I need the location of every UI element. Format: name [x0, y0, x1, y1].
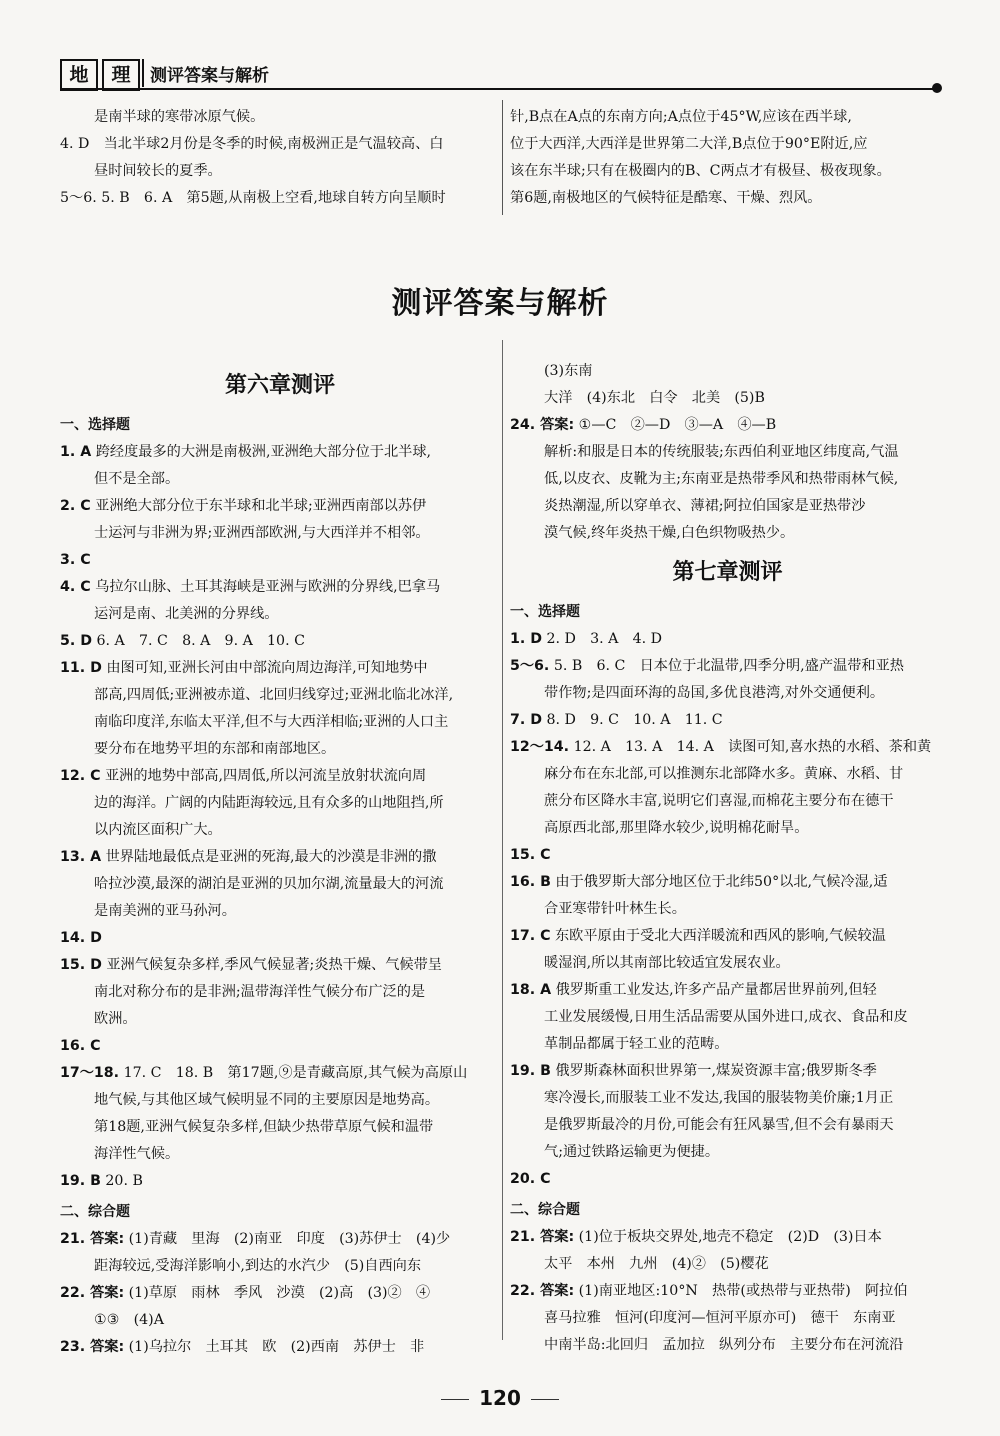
answer-item [510, 842, 945, 869]
answer-continuation: 气;通过铁路运输更为便捷。 [544, 1144, 720, 1160]
answer-number: 21. 答案: [510, 1229, 575, 1245]
answer-item [510, 1278, 945, 1305]
answer-continuation: 南北对称分布的是非洲;温带海洋性气候分布广泛的是 [94, 984, 426, 1000]
answer-item [60, 628, 500, 655]
answer-item [510, 626, 945, 653]
answer-continuation: 寒冷漫长,而服装工业不发达,我国的服装物美价廉;1月正 [544, 1090, 894, 1106]
answer-number: 24. 答案: [510, 417, 575, 433]
section-heading: 一、选择题 [510, 604, 580, 620]
answer-number: 3. C [60, 552, 91, 568]
answer-text: 乌拉尔山脉、土耳其海峡是亚洲与欧洲的分界线,巴拿马 [90, 579, 441, 595]
answer-continuation: 大洋 (4)东北 白令 北美 (5)B [544, 390, 765, 406]
chapter6-answers [60, 439, 500, 1195]
answer-continuation: 边的海洋。广阔的内陆距海较远,且有众多的山地阻挡,所 [94, 795, 444, 811]
answer-continuation: 蔗分布区降水丰富,说明它们喜湿,而棉花主要分布在德干 [544, 793, 894, 809]
answer-item [510, 923, 945, 950]
answer-text: (1)位于板块交界处,地壳不稳定 (2)D (3)日本 [574, 1229, 882, 1245]
subject-char-2: 理 [102, 59, 140, 91]
answer-text: 东欧平原由于受北大西洋暖流和西风的影响,气候较温 [550, 928, 886, 944]
text-line: 该在东半球;只有在极圈内的B、C两点才有极昼、极夜现象。 [510, 163, 891, 179]
answer-number: 2. C [60, 498, 91, 514]
main-title: 测评答案与解析 [391, 286, 609, 321]
answer-number: 15. C [510, 847, 551, 863]
answer-number: 14. D [60, 930, 102, 946]
answer-item [510, 1166, 945, 1193]
column-divider-top [502, 100, 503, 215]
answer-continuation: 低,以皮衣、皮靴为主;东南亚是热带季风和热带雨林气候, [544, 471, 899, 487]
answer-number: 16. C [60, 1038, 101, 1054]
chapter7-title: 第七章测评 [672, 560, 783, 585]
answer-continuation: 海洋性气候。 [94, 1146, 180, 1162]
top-right-block [510, 104, 945, 212]
answer-continuation: 炎热潮湿,所以穿单衣、薄裙;阿拉伯国家是亚热带沙 [544, 498, 866, 514]
answer-item [60, 1033, 500, 1060]
answer-text: (1)乌拉尔 土耳其 欧 (2)西南 苏伊士 非 [124, 1339, 425, 1355]
answer-number: 13. A [60, 849, 102, 865]
answer-number: 16. B [510, 874, 551, 890]
answer-continuation: 麻分布在东北部,可以推测东北部降水多。黄麻、水稻、甘 [544, 766, 904, 782]
footer-dash [441, 1399, 469, 1400]
answer-continuation: 高原西北部,那里降水较少,说明棉花耐旱。 [544, 820, 809, 836]
answer-text: (1)草原 雨林 季风 沙漠 (2)高 (3)② ④ [124, 1285, 431, 1301]
answer-item [60, 574, 500, 601]
answer-text: 亚洲气候复杂多样,季风气候显著;炎热干燥、气候带呈 [101, 957, 442, 973]
answer-item [60, 1334, 500, 1361]
answer-item [510, 412, 945, 439]
answer-continuation: 但不是全部。 [94, 471, 180, 487]
text-line: 昼时间较长的夏季。 [94, 163, 222, 179]
answer-continuation: 距海较远,受海洋影响小,到达的水汽少 (5)自西向东 [94, 1258, 422, 1274]
answer-text: 跨经度最多的大洲是南极洲,亚洲绝大部分位于北半球, [91, 444, 432, 460]
top-left-block [60, 104, 500, 212]
page-footer [0, 1386, 1000, 1410]
answer-continuation: ①③ (4)A [94, 1312, 164, 1328]
answer-item [510, 1058, 945, 1085]
page-number: 120 [479, 1386, 521, 1410]
header-rule-dot [932, 83, 942, 93]
answer-text: 17. C 18. B 第17题,⑨是青藏高原,其气候为高原山 [119, 1065, 468, 1081]
header-divider [142, 59, 144, 87]
answer-continuation: 哈拉沙漠,最深的湖泊是亚洲的贝加尔湖,流量最大的河流 [94, 876, 444, 892]
chapter6-column [60, 360, 500, 1361]
answer-number: 23. 答案: [60, 1339, 125, 1355]
answer-continuation: 漠气候,终年炎热干燥,白色织物吸热少。 [544, 525, 795, 541]
header-title: 测评答案与解析 [150, 66, 269, 86]
answer-text: 8. D 9. C 10. A 11. C [541, 712, 723, 728]
answer-item [60, 1168, 500, 1195]
answer-item [60, 844, 500, 871]
answer-continuation: 革制品都属于轻工业的范畴。 [544, 1036, 729, 1052]
answer-continuation: 要分布在地势平坦的东部和南部地区。 [94, 741, 336, 757]
answer-continuation: 士运河与非洲为界;亚洲西部欧洲,与大西洋并不相邻。 [94, 525, 430, 541]
answer-number: 5. D [60, 633, 92, 649]
text-line: 第6题,南极地区的气候特征是酷寒、干燥、烈风。 [510, 190, 822, 206]
section-heading: 二、综合题 [60, 1204, 130, 1220]
answer-continuation: 以内流区面积广大。 [94, 822, 222, 838]
answer-text: 6. A 7. C 8. A 9. A 10. C [91, 633, 305, 649]
answer-text: 亚洲绝大部分位于东半球和北半球;亚洲西南部以苏伊 [90, 498, 427, 514]
chapter6-title: 第六章测评 [224, 373, 335, 398]
answer-text: (1)南亚地区:10°N 热带(或热带与亚热带) 阿拉伯 [574, 1283, 908, 1299]
answer-item [60, 1280, 500, 1307]
text-line: 5～6. 5. B 6. A 第5题,从南极上空看,地球自转方向呈顺时 [60, 190, 446, 206]
answer-continuation: 部高,四周低;亚洲被赤道、北回归线穿过;亚洲北临北冰洋, [94, 687, 454, 703]
answer-number: 19. B [510, 1063, 551, 1079]
answer-continuation: 第18题,亚洲气候复杂多样,但缺少热带草原气候和温带 [94, 1119, 434, 1135]
answer-item [510, 707, 945, 734]
answer-item [60, 493, 500, 520]
answer-item [510, 653, 945, 680]
answer-continuation: 中南半岛:北回归 孟加拉 纵列分布 主要分布在河流沿 [544, 1337, 904, 1353]
answer-item [60, 547, 500, 574]
answer-item [60, 655, 500, 682]
chapter7-answers-2 [510, 1224, 945, 1359]
answer-continuation: 是南美洲的亚马孙河。 [94, 903, 236, 919]
answer-number: 12～14. [510, 739, 570, 755]
answer-text: 俄罗斯重工业发达,许多产品产量都居世界前列,但轻 [551, 982, 877, 998]
answer-number: 12. C [60, 768, 101, 784]
answer-number: 22. 答案: [60, 1285, 125, 1301]
answer-number: 7. D [510, 712, 542, 728]
answer-item [60, 763, 500, 790]
answer-number: 17～18. [60, 1065, 120, 1081]
answer-item [60, 1060, 500, 1087]
answer-text: 12. A 13. A 14. A 读图可知,喜水热的水稻、茶和黄 [569, 739, 932, 755]
answer-number: 18. A [510, 982, 552, 998]
answer-continuation: (3)东南 [544, 363, 593, 379]
answer-item [510, 1224, 945, 1251]
right-column [510, 358, 945, 1359]
answer-number: 17. C [510, 928, 551, 944]
answer-item [510, 734, 945, 761]
text-line: 针,B点在A点的东南方向;A点位于45°W,应该在西半球, [510, 109, 852, 125]
answer-continuation: 喜马拉雅 恒河(印度河—恒河平原亦可) 德干 东南亚 [544, 1310, 896, 1326]
answer-text: 2. D 3. A 4. D [541, 631, 663, 647]
footer-dash [531, 1399, 559, 1400]
answer-item [60, 1226, 500, 1253]
chapter7-answers [510, 626, 945, 1193]
answer-continuation: 运河是南、北美洲的分界线。 [94, 606, 279, 622]
header-rule [60, 88, 935, 90]
answer-text: 20. B [100, 1173, 143, 1189]
answer-number: 1. A [60, 444, 92, 460]
answer-item [510, 977, 945, 1004]
answer-continuation: 合亚寒带针叶林生长。 [544, 901, 686, 917]
right-top-answers [510, 358, 945, 547]
answer-number: 4. C [60, 579, 91, 595]
text-line: 位于大西洋,大西洋是世界第二大洋,B点位于90°E附近,应 [510, 136, 868, 152]
answer-number: 5～6. [510, 658, 550, 674]
answer-text: (1)青藏 里海 (2)南亚 印度 (3)苏伊士 (4)少 [124, 1231, 451, 1247]
chapter6-answers-2 [60, 1226, 500, 1361]
answer-text: 由图可知,亚洲长河由中部流向周边海洋,可知地势中 [101, 660, 428, 676]
answer-continuation: 暖湿润,所以其南部比较适宜发展农业。 [544, 955, 790, 971]
answer-item [60, 439, 500, 466]
answer-number: 11. D [60, 660, 102, 676]
answer-number: 22. 答案: [510, 1283, 575, 1299]
answer-continuation: 地气候,与其他区域气候明显不同的主要原因是地势高。 [94, 1092, 440, 1108]
column-divider-main [502, 340, 503, 1340]
answer-item [60, 952, 500, 979]
answer-continuation: 太平 本州 九州 (4)② (5)樱花 [544, 1256, 769, 1272]
answer-continuation: 带作物;是四面环海的岛国,多优良港湾,对外交通便利。 [544, 685, 885, 701]
answer-continuation: 是俄罗斯最冷的月份,可能会有狂风暴雪,但不会有暴雨天 [544, 1117, 894, 1133]
answer-item [510, 869, 945, 896]
answer-number: 20. C [510, 1171, 551, 1187]
text-line: 4. D 当北半球2月份是冬季的时候,南极洲正是气温较高、白 [60, 136, 444, 152]
subject-char-1: 地 [60, 59, 98, 91]
answer-number: 1. D [510, 631, 542, 647]
text-line: 是南半球的寒带冰原气候。 [94, 109, 265, 125]
answer-text: 亚洲的地势中部高,四周低,所以河流呈放射状流向周 [100, 768, 427, 784]
answer-continuation: 工业发展缓慢,日用生活品需要从国外进口,成衣、食品和皮 [544, 1009, 908, 1025]
answer-number: 19. B [60, 1173, 101, 1189]
answer-continuation: 南临印度洋,东临太平洋,但不与大西洋相临;亚洲的人口主 [94, 714, 449, 730]
answer-item [60, 925, 500, 952]
answer-text: 俄罗斯森林面积世界第一,煤炭资源丰富;俄罗斯冬季 [550, 1063, 877, 1079]
answer-number: 21. 答案: [60, 1231, 125, 1247]
section-heading: 一、选择题 [60, 417, 130, 433]
answer-text: ①—C ②—D ③—A ④—B [574, 417, 777, 433]
answer-continuation: 解析:和服是日本的传统服装;东西伯利亚地区纬度高,气温 [544, 444, 899, 460]
answer-text: 由于俄罗斯大部分地区位于北纬50°以北,气候冷湿,适 [550, 874, 888, 890]
answer-number: 15. D [60, 957, 102, 973]
section-heading: 二、综合题 [510, 1202, 580, 1218]
subject-badge [60, 59, 140, 91]
page-header [60, 55, 940, 95]
answer-text: 5. B 6. C 日本位于北温带,四季分明,盛产温带和亚热 [549, 658, 904, 674]
answer-continuation: 欧洲。 [94, 1011, 137, 1027]
answer-text: 世界陆地最低点是亚洲的死海,最大的沙漠是非洲的撒 [101, 849, 437, 865]
